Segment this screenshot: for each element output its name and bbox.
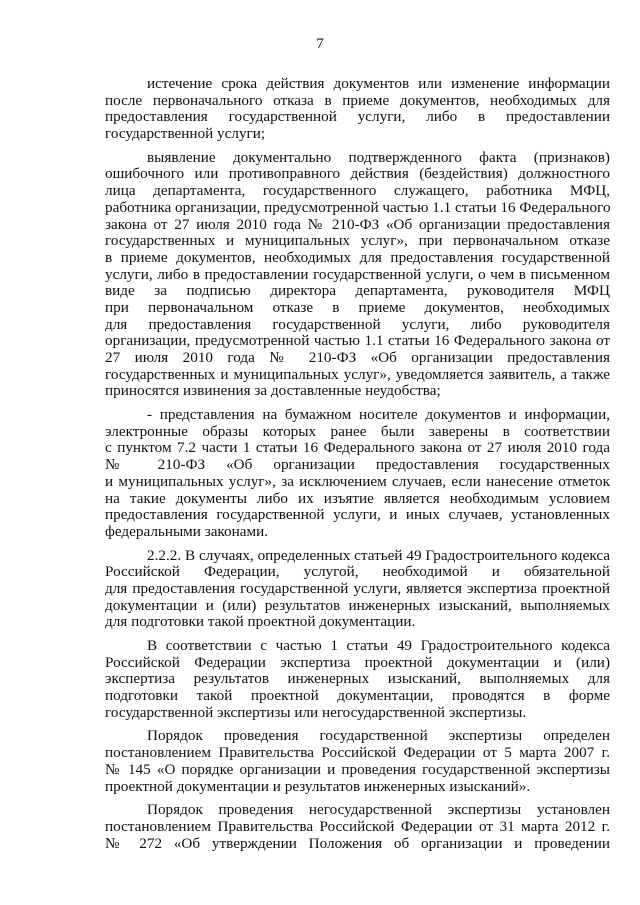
- text-line: лица департамента, государственного служащего, работника МФЦ,: [105, 182, 610, 200]
- paragraph: [105, 150, 610, 400]
- page-number: 7: [316, 36, 324, 52]
- text-line: подготовки такой проектной документации, проводятся в форме: [105, 687, 610, 705]
- text-line: государственной экспертизы или негосударственной экспертизы.: [105, 703, 527, 721]
- paragraph: [105, 76, 610, 143]
- text-line: ошибочного или противоправного действия (бездействия) должностного: [105, 165, 610, 183]
- paragraph: [105, 728, 610, 795]
- text-line: государственных и муниципальных услуг», при первоначальном отказе: [105, 232, 610, 250]
- text-line: Порядок проведения негосударственной экспертизы установлен: [147, 801, 610, 819]
- text-line: при первоначальном отказе в приеме документов, необходимых: [105, 298, 610, 316]
- text-line: и муниципальных услуг», за исключением случаев, если нанесение отметок: [105, 472, 610, 490]
- text-line: для предоставления государственной услуги, либо руководителя: [105, 315, 610, 333]
- text-line: федеральными законами.: [105, 522, 269, 540]
- text-line: государственных и муниципальных услуг», уведомляется заявитель, а также: [105, 365, 610, 383]
- text-line: постановлением Правительства Российской Федерации от 5 марта 2007 г.: [105, 744, 610, 762]
- text-line: электронные образы которых ранее были заверены в соответствии: [105, 422, 610, 440]
- text-line: экспертиза результатов инженерных изысканий, выполняемых для: [105, 670, 610, 688]
- text-line: для предоставления государственной услуги, является экспертиза проектной: [105, 579, 610, 597]
- text-line: для подготовки такой проектной документации.: [105, 613, 416, 631]
- text-line: проектной документации и результатов инженерных изысканий».: [105, 777, 531, 795]
- text-line: на такие документы либо их изъятие является необходимым условием: [105, 489, 610, 507]
- text-line: Российской Федерации, услугой, необходимой и обязательной: [105, 563, 610, 581]
- text-line: № 210-ФЗ «Об организации предоставления государственных: [105, 456, 610, 474]
- text-line: с пунктом 7.2 части 1 статьи 16 Федерального закона от 27 июля 2010 года: [105, 439, 610, 457]
- paragraph: [105, 407, 610, 541]
- text-line: 27 июля 2010 года № 210-ФЗ «Об организации предоставления: [105, 349, 610, 366]
- text-line: виде за подписью директора департамента, руководителя МФЦ: [105, 282, 610, 300]
- text-line: работника организации, предусмотренной частью 1.1 статьи 16 Федерального: [105, 198, 611, 216]
- text-line: истечение срока действия документов или изменение информации: [147, 75, 610, 92]
- paragraph: [105, 638, 610, 721]
- paragraph: [105, 548, 610, 631]
- text-line: приносятся извинения за доставленные неудобства;: [105, 382, 441, 400]
- text-line: после первоначального отказа в приеме документов, необходимых для: [105, 91, 610, 109]
- text-line: Российской Федерации экспертиза проектной документации и (или): [105, 653, 610, 671]
- text-line: № 272 «Об утверждении Положения об организации и проведении: [105, 834, 610, 852]
- text-line: в приеме документов, необходимых для предоставления государственной: [105, 248, 610, 266]
- text-line: предоставления государственной услуги, и иных случаев, установленных: [105, 506, 610, 524]
- text-line: постановлением Правительства Российской Федерации от 31 марта 2012 г.: [105, 817, 610, 835]
- text-line: № 145 «О порядке организации и проведения государственной экспертизы: [105, 760, 610, 778]
- text-line: государственной услуги;: [105, 125, 266, 143]
- text-line: организации, предусмотренной частью 1.1 статьи 16 Федерального закона от: [105, 332, 610, 350]
- document-body: [105, 76, 610, 859]
- text-line: - представления на бумажном носителе документов и информации,: [147, 406, 610, 424]
- text-line: Порядок проведения государственной экспертизы определен: [147, 727, 610, 745]
- text-line: выявление документально подтвержденного факта (признаков): [147, 148, 610, 166]
- paragraph: [105, 802, 610, 852]
- text-line: 2.2.2. В случаях, определенных статьей 49 Градостроительного кодекса: [147, 546, 610, 564]
- text-line: закона от 27 июля 2010 года № 210-ФЗ «Об организации предоставления: [105, 215, 610, 233]
- text-line: предоставления государственной услуги, либо в предоставлении: [105, 108, 610, 126]
- text-line: В соответствии с частью 1 статьи 49 Градостроительного кодекса: [147, 637, 610, 654]
- text-line: услуги, либо в предоставлении государственной услуги, о чем в письменном: [105, 265, 610, 283]
- text-line: документации и (или) результатов инженерных изысканий, выполняемых: [105, 596, 610, 614]
